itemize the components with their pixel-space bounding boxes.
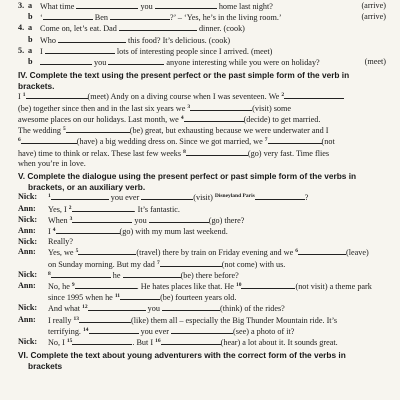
- verb-hint: (cook): [223, 24, 245, 34]
- dialogue-line: [18, 215, 386, 226]
- answer-blank[interactable]: [119, 23, 197, 31]
- text: when you’re in love.: [18, 159, 86, 168]
- item-text: ‘: [40, 13, 43, 23]
- dialogue-text: [48, 326, 386, 337]
- item-number: 4.: [18, 23, 25, 33]
- item-letter: a: [28, 45, 33, 55]
- dialogue-fragment: you: [145, 304, 162, 314]
- dialogue-fragment: (leave): [346, 248, 369, 258]
- answer-blank[interactable]: [26, 91, 88, 99]
- dialogue-line: [18, 337, 386, 348]
- item-text: Come on, let’s eat. Dad: [40, 24, 117, 34]
- speaker-name: [18, 292, 48, 303]
- dialogue-text: [48, 259, 386, 270]
- gap-number: 4: [52, 226, 56, 233]
- dialogue-fragment: you ever: [108, 193, 142, 203]
- dialogue-fragment: you: [132, 215, 149, 225]
- dialogue-fragment: (be) there before?: [180, 270, 239, 280]
- item-text: Who: [40, 35, 56, 45]
- answer-blank[interactable]: [56, 226, 120, 234]
- answer-blank[interactable]: [186, 148, 248, 156]
- answer-blank[interactable]: [58, 35, 126, 43]
- item-letter: a: [28, 23, 33, 33]
- text: awesome places on our holidays. Last month, we: [18, 114, 179, 124]
- item-4b: [18, 35, 386, 46]
- gap-number: 8: [183, 148, 186, 155]
- answer-blank[interactable]: [51, 192, 109, 200]
- gap-number: 5: [75, 248, 79, 255]
- answer-blank[interactable]: [190, 103, 252, 111]
- dialogue-fragment: (think) of the rides?: [219, 304, 285, 314]
- speaker-name: Nick:: [18, 192, 38, 202]
- heading-line: V. Complete the dialogue using the present perfect or past simple form of the verbs in: [18, 171, 357, 182]
- answer-blank[interactable]: [69, 215, 132, 223]
- dialogue-text: [48, 247, 386, 258]
- item-letter: a: [28, 1, 33, 10]
- dialogue-line: [18, 292, 386, 303]
- answer-blank[interactable]: [79, 315, 131, 323]
- answer-blank[interactable]: [120, 292, 160, 300]
- dialogue-line: [18, 247, 386, 258]
- speaker-name: Ann:: [18, 203, 36, 213]
- answer-blank[interactable]: [51, 270, 111, 278]
- dialogue-text: [48, 204, 386, 215]
- speaker-name: [18, 259, 48, 270]
- verb-hint: (arrive): [361, 1, 386, 10]
- speaker-name: [18, 326, 48, 337]
- dialogue-fragment: . He hates places like that. He: [136, 281, 236, 291]
- item-text: anyone interesting while you were on holiday?: [166, 58, 320, 68]
- answer-blank[interactable]: [43, 12, 93, 20]
- answer-blank[interactable]: [184, 114, 244, 122]
- dialogue-fragment: (go) there?: [208, 215, 245, 225]
- gap-number: 6: [295, 248, 299, 255]
- exercise-5-heading: [18, 171, 386, 192]
- dialogue-fragment: you ever: [138, 326, 172, 336]
- dialogue-fragment: (like) them all – especially the Big Thunder Mountain ride. It’s: [130, 315, 338, 325]
- gap-number: Disneyland Paris: [214, 193, 255, 200]
- text: (not: [321, 137, 335, 147]
- gap-number: 13: [73, 315, 79, 322]
- dialogue-text: [48, 215, 386, 226]
- dialogue-line: [18, 303, 386, 314]
- dialogue-fragment: . But I: [132, 337, 156, 347]
- item-letter: b: [28, 34, 33, 44]
- exercise-4-heading: IV. Complete the text using the present perfect or the past simple form of the verb in brackets.: [18, 70, 350, 91]
- dialogue-text: [48, 303, 386, 314]
- answer-blank[interactable]: [161, 337, 221, 345]
- verb-hint: (meet): [250, 46, 273, 56]
- item-3a: [18, 1, 386, 12]
- speaker-name: Ann:: [18, 314, 36, 324]
- answer-blank[interactable]: [72, 337, 132, 345]
- dialogue-line: [18, 259, 386, 270]
- answer-blank[interactable]: [149, 215, 209, 223]
- speaker-name: Nick:: [18, 336, 38, 346]
- speaker-name: Ann:: [18, 280, 36, 290]
- item-text: you: [140, 2, 153, 11]
- answer-blank[interactable]: [66, 125, 130, 133]
- answer-blank[interactable]: [110, 12, 170, 20]
- dialogue-line: [18, 326, 386, 337]
- dialogue-fragment: (visit): [193, 193, 215, 203]
- item-letter: b: [28, 12, 33, 22]
- item-5b: [18, 57, 386, 68]
- dialogue-fragment: on Sunday morning. But my dad: [48, 259, 157, 269]
- dialogue-text: [48, 337, 386, 348]
- speaker-name: Nick:: [18, 303, 38, 313]
- gap-number: 5: [63, 126, 66, 133]
- item-text: home last night?: [218, 2, 273, 11]
- dialogue-fragment: (not come) with us.: [221, 259, 286, 269]
- text: (be) together since then and in the last six years we: [18, 103, 186, 113]
- item-text: Ben: [94, 13, 108, 23]
- exercise-4-text: [18, 91, 386, 169]
- dialogue-fragment: Really?: [48, 237, 74, 247]
- dialogue-fragment: (be) fourteen years old.: [160, 293, 237, 303]
- dialogue-line: [18, 315, 386, 326]
- gap-number: 3: [69, 215, 73, 222]
- gap-number: 9: [71, 281, 75, 288]
- answer-blank[interactable]: [241, 281, 295, 289]
- dialogue-fragment: I really: [48, 315, 74, 325]
- text: The wedding: [18, 126, 61, 136]
- heading-line: brackets: [28, 360, 63, 371]
- text: (have) a big wedding dress on. Since we got married, we: [76, 137, 263, 147]
- dialogue-fragment: (travel) there by train on Friday evening and we: [136, 248, 296, 258]
- item-text: dinner.: [198, 24, 222, 34]
- answer-blank[interactable]: [255, 192, 305, 200]
- answer-blank[interactable]: [72, 204, 134, 212]
- dialogue-fragment: I: [48, 226, 53, 236]
- dialogue-fragment: (see) a photo of it?: [233, 326, 295, 336]
- item-text: lots of interesting people since I arrived.: [116, 46, 249, 56]
- text: have) time to think or relax. These last few weeks: [18, 148, 182, 158]
- item-letter: b: [28, 57, 33, 67]
- item-4a: [18, 23, 386, 34]
- dialogue-fragment: And what: [48, 304, 83, 314]
- dialogue-fragment: No, I: [48, 337, 67, 347]
- text: (visit) some: [252, 103, 292, 113]
- dialogue-fragment: ?: [304, 193, 309, 203]
- heading-line: brackets, or an auxiliary verb.: [28, 181, 146, 192]
- dialogue-fragment: (go) with my mum last weekend.: [119, 226, 228, 236]
- gap-number: 6: [18, 137, 21, 144]
- dialogue-line: [18, 281, 386, 292]
- dialogue-fragment: When: [48, 215, 70, 225]
- dialogue-text: [48, 270, 386, 281]
- answer-blank[interactable]: [155, 1, 217, 9]
- gap-number: 7: [156, 259, 160, 266]
- gap-number: 3: [187, 103, 191, 110]
- item-text: I: [40, 46, 43, 56]
- gap-number: 7: [264, 137, 268, 144]
- item-3b: [18, 12, 386, 23]
- gap-number: 2: [281, 92, 285, 99]
- text: (be) great, but exhausting because we were underwater and I: [129, 126, 329, 136]
- answer-blank[interactable]: [40, 57, 92, 65]
- item-text: What time: [40, 2, 75, 11]
- heading-line: VI. Complete the text about young adventurers with the correct form of the verbs in: [18, 350, 346, 361]
- gap-number: 4: [180, 114, 184, 121]
- dialogue-fragment: he: [110, 270, 123, 280]
- dialogue-fragment: (hear) a lot about it. It sounds great.: [220, 337, 338, 347]
- answer-blank[interactable]: [141, 192, 193, 200]
- answer-blank[interactable]: [45, 46, 115, 54]
- answer-blank[interactable]: [89, 326, 139, 334]
- dialogue-line: [18, 204, 386, 215]
- text: (decide) to get married.: [243, 114, 321, 124]
- gap-number: 16: [155, 337, 161, 344]
- gap-number: 12: [82, 304, 88, 311]
- dialogue-fragment: Yes, I: [48, 204, 69, 214]
- verb-hint: (cook): [208, 35, 231, 45]
- dialogue: [18, 192, 386, 348]
- dialogue-line: [18, 270, 386, 281]
- answer-blank[interactable]: [75, 281, 137, 289]
- gap-number: 15: [66, 337, 73, 344]
- dialogue-text: [48, 281, 386, 292]
- answer-blank[interactable]: [123, 270, 181, 278]
- dialogue-fragment: Yes, we: [48, 248, 76, 258]
- dialogue-fragment: No, he: [48, 281, 72, 291]
- speaker-name: Ann:: [18, 225, 36, 235]
- verb-hint: (meet): [364, 57, 386, 67]
- answer-blank[interactable]: [75, 247, 136, 255]
- dialogue-fragment: since 1995 when he: [48, 293, 115, 303]
- gap-number: 8: [48, 270, 51, 277]
- gap-number: 2: [68, 204, 72, 211]
- speaker-name: Ann:: [18, 247, 36, 257]
- speaker-name: Nick:: [18, 214, 38, 224]
- dialogue-text: [48, 292, 386, 303]
- speaker-name: Nick:: [18, 269, 38, 279]
- text: (meet) Andy on a diving course when I was seventeen. We: [87, 92, 280, 102]
- gap-number: 1: [48, 193, 51, 200]
- item-text: you: [94, 58, 107, 68]
- answer-blank[interactable]: [88, 303, 146, 311]
- item-text: ?’ – ‘Yes, he’s in the living room.’: [170, 13, 282, 23]
- answer-blank[interactable]: [76, 1, 138, 9]
- dialogue-line: [18, 237, 386, 247]
- answer-blank[interactable]: [298, 247, 346, 255]
- dialogue-line: [18, 192, 386, 203]
- dialogue-fragment: (not visit) a theme park: [295, 281, 372, 291]
- dialogue-fragment: terrifying.: [48, 326, 84, 336]
- dialogue-text: [48, 226, 386, 237]
- exercise-6-heading: [18, 350, 386, 371]
- dialogue-fragment: . It’s fantastic.: [133, 204, 180, 214]
- item-number: 3.: [18, 1, 25, 10]
- gap-number: 11: [114, 293, 121, 300]
- dialogue-text: [48, 237, 386, 247]
- exercise-3-items: [18, 1, 386, 68]
- text: (go) very fast. Time flies: [247, 148, 330, 158]
- answer-blank[interactable]: [268, 136, 322, 144]
- item-text: this food? It’s delicious.: [128, 35, 207, 45]
- answer-blank[interactable]: [160, 259, 222, 267]
- item-5a: [18, 46, 386, 57]
- speaker-name: Nick:: [18, 237, 38, 247]
- answer-blank[interactable]: [108, 57, 164, 65]
- dialogue-line: [18, 226, 386, 237]
- verb-hint: (arrive): [361, 12, 386, 22]
- answer-blank[interactable]: [284, 91, 344, 99]
- answer-blank[interactable]: [162, 303, 220, 311]
- text: I: [18, 92, 21, 102]
- gap-number: 14: [83, 326, 89, 333]
- dialogue-text: [48, 315, 386, 326]
- dialogue-text: [48, 192, 386, 203]
- item-number: 5.: [18, 45, 25, 55]
- answer-blank[interactable]: [21, 136, 77, 144]
- gap-number: 1: [22, 92, 26, 99]
- answer-blank[interactable]: [171, 326, 233, 334]
- gap-number: 10: [235, 281, 242, 288]
